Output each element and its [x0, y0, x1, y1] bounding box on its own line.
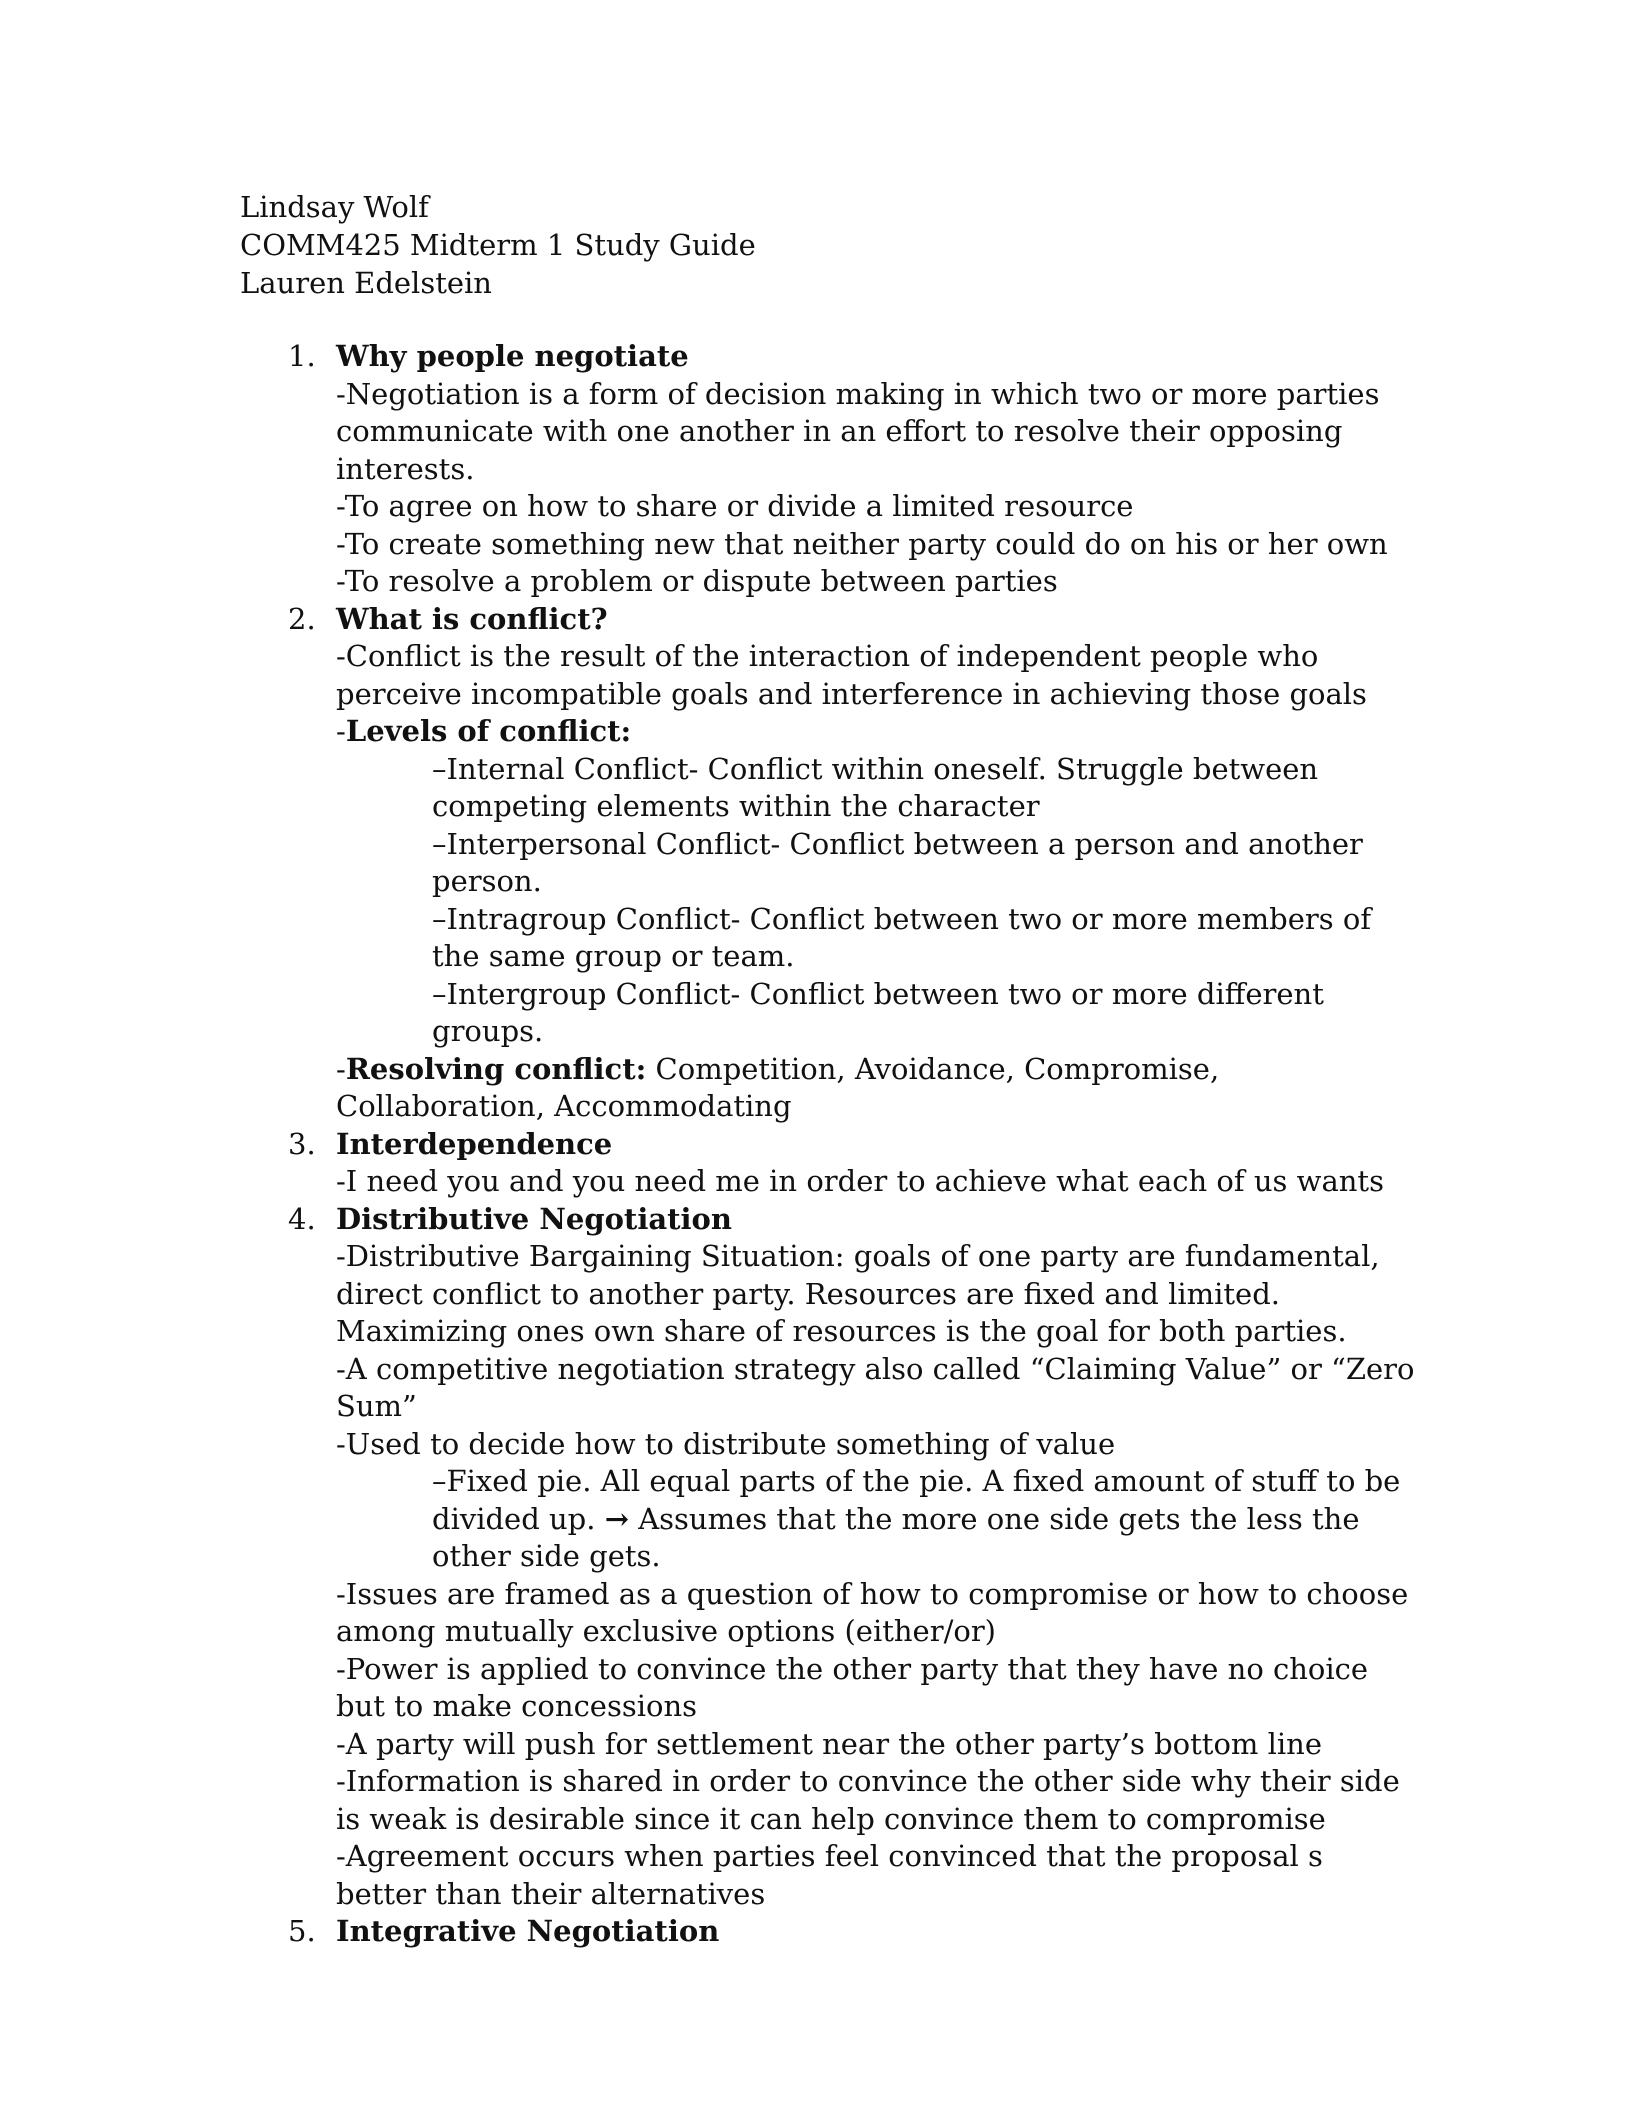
levels-heading: -Levels of conflict: — [336, 714, 632, 748]
author-name: Lindsay Wolf — [240, 190, 429, 224]
section-what-is-conflict — [240, 601, 1420, 1126]
section-title: Distributive Negotiation — [336, 1201, 732, 1236]
fixed-pie-text: –Fixed pie. All equal parts of the pie. A fixed amount of stuff to be divided up. — [432, 1464, 1401, 1536]
resolving-label: Resolving conflict: — [345, 1051, 647, 1086]
level-item: –Intragroup Conflict- Conflict between two or more members of the same group or team. — [432, 901, 1372, 973]
section-line: -I need you and you need me in order to achieve what each of us wants — [336, 1164, 1384, 1198]
section-line: -A party will push for settlement near the other party’s bottom line — [336, 1726, 1323, 1761]
section-line: -Information is shared in order to convince the other side why their side is weak is desirable since it can help convince them to compromise — [336, 1764, 1400, 1836]
fixed-pie-item — [432, 1463, 1420, 1576]
section-number: 3. — [288, 1126, 316, 1161]
section-number: 5. — [288, 1914, 316, 1948]
section-line: -To create something new that neither party could do on his or her own — [336, 526, 1388, 561]
document-header — [240, 188, 756, 302]
section-line: -To resolve a problem or dispute between parties — [336, 564, 1058, 598]
section-line: -To agree on how to share or divide a limited resource — [336, 489, 1134, 523]
section-line: -Power is applied to convince the other party that they have no choice but to make concessions — [336, 1651, 1369, 1723]
section-line: -Distributive Bargaining Situation: goals of one party are fundamental, direct conflict to another party. Resources are fixed and limited. Maximizing ones own share of resources is the goal for both parties. — [336, 1239, 1380, 1348]
section-line: -A competitive negotiation strategy also called “Claiming Value” or “Zero Sum” — [336, 1351, 1415, 1423]
section-why-people-negotiate — [240, 338, 1420, 601]
level-item: –Internal Conflict- Conflict within oneself. Struggle between competing elements within the character — [432, 751, 1319, 823]
section-number: 2. — [288, 601, 316, 636]
section-title: Interdependence — [336, 1126, 613, 1161]
right-arrow-icon: → — [604, 1501, 629, 1536]
section-line: -Agreement occurs when parties feel convinced that the proposal s better than their alternatives — [336, 1839, 1323, 1911]
section-line: -Conflict is the result of the interaction of independent people who perceive incompatible goals and interference in achieving those goals — [336, 639, 1367, 711]
section-integrative-negotiation — [240, 1913, 1420, 1951]
section-line: -Used to decide how to distribute something of value — [336, 1426, 1116, 1461]
study-guide-outline — [240, 338, 1420, 1951]
resolving-line: -Resolving conflict: Competition, Avoidance, Compromise, Collaboration, Accommodating — [336, 1051, 1220, 1123]
section-line: -Negotiation is a form of decision making in which two or more parties communicate with one another in an effort to resolve their opposing interests. — [336, 376, 1380, 486]
section-interdependence — [240, 1126, 1420, 1201]
fixed-pie-text-2: Assumes that the more one side gets the less the other side gets. — [432, 1501, 1360, 1573]
levels-label: Levels of conflict: — [345, 714, 632, 748]
course-title: COMM425 Midterm 1 Study Guide — [240, 228, 756, 262]
section-line: -Issues are framed as a question of how to compromise or how to choose among mutually exclusive options (either/or) — [336, 1576, 1409, 1648]
section-title: What is conflict? — [336, 601, 608, 636]
resolving-text: Competition, Avoidance, Compromise, Collaboration, Accommodating — [336, 1051, 1220, 1123]
section-title: Integrative Negotiation — [336, 1914, 720, 1948]
level-item: –Interpersonal Conflict- Conflict between a person and another person. — [432, 826, 1363, 898]
instructor-name: Lauren Edelstein — [240, 266, 492, 300]
section-title: Why people negotiate — [336, 339, 689, 373]
section-number: 1. — [288, 339, 316, 373]
section-number: 4. — [288, 1201, 316, 1236]
section-distributive-negotiation — [240, 1201, 1420, 1914]
level-item: –Intergroup Conflict- Conflict between two or more different groups. — [432, 976, 1324, 1048]
